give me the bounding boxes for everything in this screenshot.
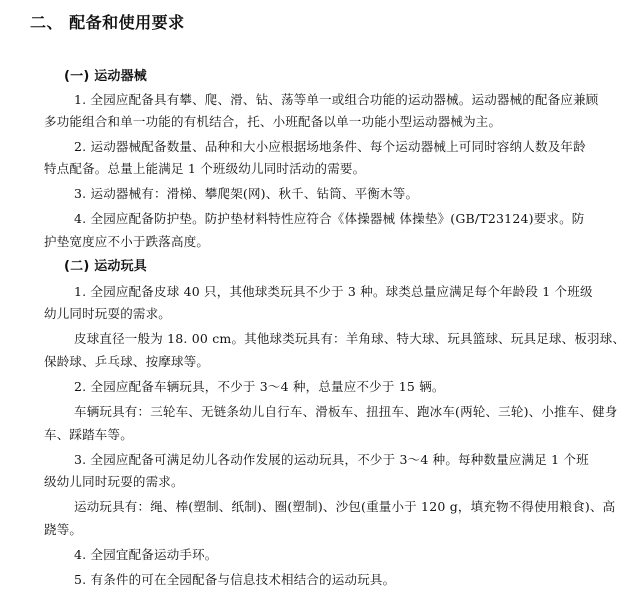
toys-para1-line2: 幼儿同时玩耍的需求。	[44, 306, 172, 321]
toys-para3-line2: 级幼儿同时玩耍的需求。	[44, 474, 184, 489]
toys-para2b-line2: 车、踩踏车等。	[44, 427, 133, 442]
equipment-para2-line2: 特点配备。总量上能满足 1 个班级幼儿同时活动的需要。	[44, 161, 366, 176]
section-title: 二、 配备和使用要求	[30, 13, 185, 32]
toys-para5: 5. 有条件的可在全园配备与信息技术相结合的运动玩具。	[74, 572, 396, 587]
toys-para2: 2. 全园应配备车辆玩具，不少于 3～4 种，总量应不少于 15 辆。	[74, 379, 445, 394]
equipment-para4-line2: 护垫宽度应不小于跌落高度。	[44, 234, 210, 249]
toys-para1-line1: 1. 全园应配备皮球 40 只，其他球类玩具不少于 3 种。球类总量应满足每个年龄段 1 个班级	[74, 284, 593, 299]
equipment-para3: 3. 运动器械有：滑梯、攀爬架(网)、秋千、钻筒、平衡木等。	[74, 186, 419, 201]
subsection-heading-equipment: (一) 运动器械	[64, 69, 148, 84]
equipment-para1-line1: 1. 全园应配备具有攀、爬、滑、钻、荡等单一或组合功能的运动器械。运动器械的配备应兼顾	[74, 92, 599, 107]
toys-para1b-line1: 皮球直径一般为 18. 00 cm。其他球类玩具有：羊角球、特大球、玩具篮球、玩具足球、板羽球、	[74, 331, 626, 346]
toys-para3b-line2: 跷等。	[44, 522, 83, 537]
equipment-para4-line1: 4. 全园应配备防护垫。防护垫材料特性应符合《体操器械 体操垫》(GB/T23124)要求。防	[74, 211, 585, 226]
toys-para2b-line1: 车辆玩具有：三轮车、无链条幼儿自行车、滑板车、扭扭车、跑冰车(两轮、三轮)、小推车、健身	[74, 404, 618, 419]
equipment-para1-line2: 多功能组合和单一功能的有机结合，托、小班配备以单一功能小型运动器械为主。	[44, 114, 502, 129]
subsection-heading-toys: (二) 运动玩具	[64, 259, 148, 274]
equipment-para2-line1: 2. 运动器械配备数量、品种和大小应根据场地条件、每个运动器械上可同时容纳人数及年龄	[74, 139, 586, 154]
toys-para3-line1: 3. 全园应配备可满足幼儿各动作发展的运动玩具，不少于 3～4 种。每种数量应满足 1 个班	[74, 452, 589, 467]
toys-para4: 4. 全园宜配备运动手环。	[74, 547, 218, 562]
toys-para1b-line2: 保龄球、乒乓球、按摩球等。	[44, 354, 210, 369]
toys-para3b-line1: 运动玩具有：绳、棒(塑制、纸制)、圈(塑制)、沙包(重量小于 120 g，填充物不得使用粮食)、高	[74, 499, 616, 514]
